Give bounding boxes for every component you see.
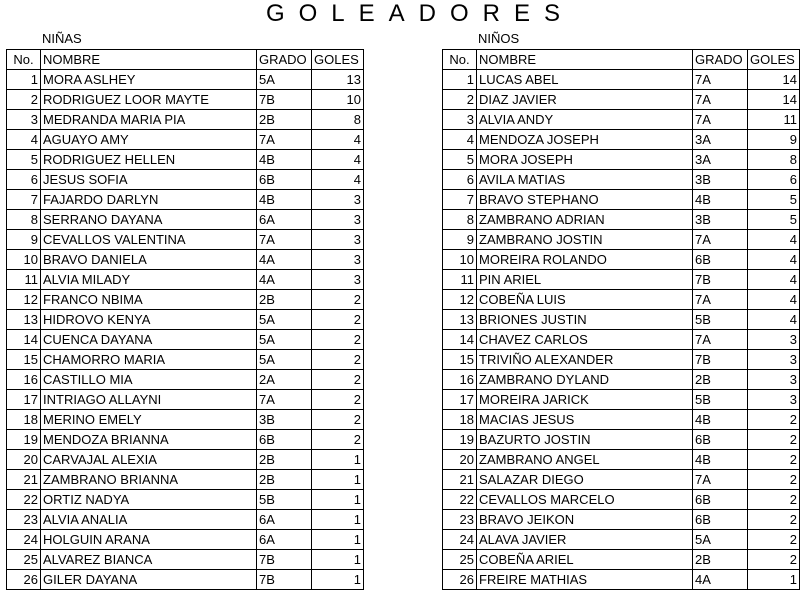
column-header-name: NOMBRE	[41, 50, 257, 70]
boys-table	[442, 49, 800, 590]
player-goals: 1	[312, 530, 364, 550]
table-row	[7, 550, 364, 570]
player-goals: 4	[748, 310, 800, 330]
player-grade: 7B	[693, 350, 748, 370]
player-name: BRIONES JUSTIN	[477, 310, 693, 330]
player-goals: 6	[748, 170, 800, 190]
player-name: CHAVEZ CARLOS	[477, 330, 693, 350]
table-row	[443, 390, 800, 410]
player-grade: 4A	[257, 250, 312, 270]
table-row	[443, 550, 800, 570]
row-number: 6	[443, 170, 477, 190]
player-goals: 3	[748, 390, 800, 410]
player-name: BRAVO STEPHANO	[477, 190, 693, 210]
player-name: ORTIZ NADYA	[41, 490, 257, 510]
player-goals: 14	[748, 70, 800, 90]
row-number: 8	[443, 210, 477, 230]
row-number: 24	[7, 530, 41, 550]
player-grade: 6B	[693, 490, 748, 510]
row-number: 7	[443, 190, 477, 210]
row-number: 17	[7, 390, 41, 410]
table-row	[7, 250, 364, 270]
player-goals: 13	[312, 70, 364, 90]
column-header-grade: GRADO	[257, 50, 312, 70]
player-name: ZAMBRANO JOSTIN	[477, 230, 693, 250]
row-number: 9	[7, 230, 41, 250]
player-goals: 3	[312, 270, 364, 290]
player-grade: 4B	[693, 450, 748, 470]
row-number: 10	[443, 250, 477, 270]
table-row	[443, 450, 800, 470]
table-row	[443, 250, 800, 270]
player-name: FRANCO NBIMA	[41, 290, 257, 310]
player-grade: 6A	[257, 210, 312, 230]
player-goals: 3	[312, 250, 364, 270]
row-number: 8	[7, 210, 41, 230]
player-grade: 4B	[693, 410, 748, 430]
player-goals: 3	[312, 190, 364, 210]
player-goals: 5	[748, 210, 800, 230]
row-number: 22	[443, 490, 477, 510]
girls-section-label: NIÑAS	[42, 31, 82, 46]
table-row	[443, 130, 800, 150]
player-name: ZAMBRANO ADRIAN	[477, 210, 693, 230]
row-number: 7	[7, 190, 41, 210]
row-number: 19	[7, 430, 41, 450]
player-name: RODRIGUEZ HELLEN	[41, 150, 257, 170]
player-goals: 2	[312, 290, 364, 310]
table-row	[7, 370, 364, 390]
row-number: 2	[443, 90, 477, 110]
player-goals: 4	[312, 150, 364, 170]
player-goals: 2	[312, 390, 364, 410]
table-row	[7, 290, 364, 310]
player-name: MENDOZA JOSEPH	[477, 130, 693, 150]
table-row	[7, 430, 364, 450]
player-name: ZAMBRANO DYLAND	[477, 370, 693, 390]
row-number: 21	[7, 470, 41, 490]
player-goals: 8	[312, 110, 364, 130]
row-number: 19	[443, 430, 477, 450]
player-name: HIDROVO KENYA	[41, 310, 257, 330]
table-row	[443, 470, 800, 490]
player-grade: 6B	[257, 170, 312, 190]
player-name: RODRIGUEZ LOOR MAYTE	[41, 90, 257, 110]
table-row	[7, 450, 364, 470]
player-goals: 2	[748, 530, 800, 550]
player-goals: 2	[312, 350, 364, 370]
player-goals: 4	[748, 270, 800, 290]
row-number: 12	[7, 290, 41, 310]
column-header-number: No.	[443, 50, 477, 70]
row-number: 10	[7, 250, 41, 270]
player-grade: 7A	[693, 330, 748, 350]
player-goals: 2	[748, 510, 800, 530]
table-row	[443, 370, 800, 390]
table-row	[443, 170, 800, 190]
player-grade: 7A	[693, 230, 748, 250]
player-name: BAZURTO JOSTIN	[477, 430, 693, 450]
player-goals: 4	[748, 290, 800, 310]
player-goals: 1	[312, 510, 364, 530]
row-number: 2	[7, 90, 41, 110]
row-number: 14	[443, 330, 477, 350]
player-grade: 2B	[257, 110, 312, 130]
row-number: 1	[7, 70, 41, 90]
table-row	[7, 330, 364, 350]
player-name: TRIVIÑO ALEXANDER	[477, 350, 693, 370]
player-grade: 4A	[693, 570, 748, 590]
player-grade: 5A	[257, 310, 312, 330]
player-grade: 7B	[257, 550, 312, 570]
table-row	[7, 110, 364, 130]
row-number: 26	[443, 570, 477, 590]
player-grade: 6A	[257, 510, 312, 530]
player-goals: 2	[748, 450, 800, 470]
boys-section-label: NIÑOS	[478, 31, 520, 46]
player-goals: 2	[312, 310, 364, 330]
girls-table-body	[7, 50, 364, 590]
player-grade: 7A	[257, 130, 312, 150]
player-name: CARVAJAL ALEXIA	[41, 450, 257, 470]
player-name: PIN ARIEL	[477, 270, 693, 290]
player-name: MACIAS JESUS	[477, 410, 693, 430]
player-grade: 7B	[693, 270, 748, 290]
table-row	[7, 190, 364, 210]
column-header-goals: GOLES	[312, 50, 364, 70]
player-goals: 1	[748, 570, 800, 590]
row-number: 18	[7, 410, 41, 430]
player-name: ALVIA ANALIA	[41, 510, 257, 530]
player-grade: 4B	[693, 190, 748, 210]
row-number: 20	[7, 450, 41, 470]
table-row	[7, 270, 364, 290]
player-goals: 3	[748, 370, 800, 390]
player-grade: 5B	[693, 310, 748, 330]
row-number: 12	[443, 290, 477, 310]
player-grade: 3B	[693, 210, 748, 230]
player-name: CUENCA DAYANA	[41, 330, 257, 350]
row-number: 1	[443, 70, 477, 90]
player-name: ALVAREZ BIANCA	[41, 550, 257, 570]
player-goals: 1	[312, 450, 364, 470]
player-grade: 5B	[257, 490, 312, 510]
player-name: CEVALLOS VALENTINA	[41, 230, 257, 250]
row-number: 24	[443, 530, 477, 550]
player-name: JESUS SOFIA	[41, 170, 257, 190]
player-grade: 3B	[257, 410, 312, 430]
player-name: INTRIAGO ALLAYNI	[41, 390, 257, 410]
table-row	[443, 230, 800, 250]
player-grade: 7A	[257, 390, 312, 410]
player-goals: 2	[748, 470, 800, 490]
table-row	[443, 210, 800, 230]
table-row	[443, 410, 800, 430]
player-goals: 2	[748, 410, 800, 430]
player-goals: 4	[312, 170, 364, 190]
player-name: FAJARDO DARLYN	[41, 190, 257, 210]
player-grade: 2B	[693, 550, 748, 570]
player-goals: 4	[748, 230, 800, 250]
player-name: HOLGUIN ARANA	[41, 530, 257, 550]
player-grade: 2B	[257, 290, 312, 310]
player-name: SALAZAR DIEGO	[477, 470, 693, 490]
player-name: MORA JOSEPH	[477, 150, 693, 170]
row-number: 11	[443, 270, 477, 290]
player-grade: 2B	[257, 470, 312, 490]
row-number: 22	[7, 490, 41, 510]
table-row	[443, 190, 800, 210]
table-row	[443, 90, 800, 110]
player-name: LUCAS ABEL	[477, 70, 693, 90]
player-name: CASTILLO MIA	[41, 370, 257, 390]
row-number: 11	[7, 270, 41, 290]
player-grade: 5A	[257, 70, 312, 90]
table-row	[443, 530, 800, 550]
table-row	[443, 290, 800, 310]
player-grade: 4A	[257, 270, 312, 290]
player-name: MORA ASLHEY	[41, 70, 257, 90]
row-number: 18	[443, 410, 477, 430]
row-number: 15	[443, 350, 477, 370]
table-row	[7, 170, 364, 190]
player-name: ZAMBRANO BRIANNA	[41, 470, 257, 490]
player-goals: 2	[312, 430, 364, 450]
player-name: AVILA MATIAS	[477, 170, 693, 190]
table-row	[7, 130, 364, 150]
player-goals: 2	[312, 370, 364, 390]
player-grade: 7A	[257, 230, 312, 250]
table-row	[443, 570, 800, 590]
player-name: MEDRANDA MARIA PIA	[41, 110, 257, 130]
player-grade: 3B	[693, 170, 748, 190]
player-grade: 6B	[693, 250, 748, 270]
player-goals: 4	[312, 130, 364, 150]
table-row	[443, 510, 800, 530]
player-name: AGUAYO AMY	[41, 130, 257, 150]
player-grade: 5A	[257, 350, 312, 370]
player-name: ALVIA ANDY	[477, 110, 693, 130]
row-number: 5	[443, 150, 477, 170]
table-row	[443, 70, 800, 90]
row-number: 13	[7, 310, 41, 330]
table-row	[7, 150, 364, 170]
row-number: 23	[443, 510, 477, 530]
player-grade: 7A	[693, 290, 748, 310]
player-goals: 2	[748, 550, 800, 570]
row-number: 4	[7, 130, 41, 150]
player-grade: 5B	[693, 390, 748, 410]
girls-header-row	[7, 50, 364, 70]
row-number: 13	[443, 310, 477, 330]
table-row	[7, 90, 364, 110]
player-name: ZAMBRANO ANGEL	[477, 450, 693, 470]
player-goals: 1	[312, 550, 364, 570]
player-name: ALVIA MILADY	[41, 270, 257, 290]
row-number: 26	[7, 570, 41, 590]
row-number: 16	[443, 370, 477, 390]
player-name: MOREIRA ROLANDO	[477, 250, 693, 270]
player-goals: 3	[312, 210, 364, 230]
player-grade: 4B	[257, 150, 312, 170]
table-row	[7, 350, 364, 370]
table-row	[443, 490, 800, 510]
player-goals: 1	[312, 570, 364, 590]
player-name: COBEÑA LUIS	[477, 290, 693, 310]
player-name: MENDOZA BRIANNA	[41, 430, 257, 450]
player-goals: 1	[312, 490, 364, 510]
table-row	[7, 570, 364, 590]
player-grade: 7A	[693, 70, 748, 90]
row-number: 3	[7, 110, 41, 130]
player-grade: 4B	[257, 190, 312, 210]
row-number: 5	[7, 150, 41, 170]
table-row	[7, 310, 364, 330]
table-row	[443, 430, 800, 450]
table-row	[443, 150, 800, 170]
player-grade: 5A	[693, 530, 748, 550]
row-number: 23	[7, 510, 41, 530]
player-goals: 2	[312, 410, 364, 430]
player-grade: 2B	[693, 370, 748, 390]
table-row	[7, 230, 364, 250]
table-row	[443, 270, 800, 290]
player-name: GILER DAYANA	[41, 570, 257, 590]
row-number: 6	[7, 170, 41, 190]
player-grade: 2B	[257, 450, 312, 470]
row-number: 25	[7, 550, 41, 570]
player-goals: 1	[312, 470, 364, 490]
player-goals: 4	[748, 250, 800, 270]
table-row	[7, 490, 364, 510]
boys-header-row	[443, 50, 800, 70]
row-number: 15	[7, 350, 41, 370]
boys-table-body	[443, 50, 800, 590]
column-header-name: NOMBRE	[477, 50, 693, 70]
player-grade: 7B	[257, 90, 312, 110]
player-grade: 6B	[693, 430, 748, 450]
table-row	[443, 330, 800, 350]
column-header-number: No.	[7, 50, 41, 70]
player-name: COBEÑA ARIEL	[477, 550, 693, 570]
table-row	[443, 110, 800, 130]
row-number: 3	[443, 110, 477, 130]
player-name: ALAVA JAVIER	[477, 530, 693, 550]
column-header-goals: GOLES	[748, 50, 800, 70]
player-grade: 7A	[693, 110, 748, 130]
row-number: 25	[443, 550, 477, 570]
row-number: 20	[443, 450, 477, 470]
row-number: 9	[443, 230, 477, 250]
player-grade: 6B	[693, 510, 748, 530]
player-grade: 7B	[257, 570, 312, 590]
player-name: BRAVO JEIKON	[477, 510, 693, 530]
player-name: CEVALLOS MARCELO	[477, 490, 693, 510]
girls-table	[6, 49, 364, 590]
column-header-grade: GRADO	[693, 50, 748, 70]
row-number: 17	[443, 390, 477, 410]
player-name: FREIRE MATHIAS	[477, 570, 693, 590]
player-name: SERRANO DAYANA	[41, 210, 257, 230]
table-row	[7, 530, 364, 550]
player-grade: 6A	[257, 530, 312, 550]
player-goals: 2	[312, 330, 364, 350]
player-goals: 2	[748, 490, 800, 510]
player-grade: 7A	[693, 470, 748, 490]
player-grade: 3A	[693, 150, 748, 170]
table-row	[7, 390, 364, 410]
player-goals: 9	[748, 130, 800, 150]
player-grade: 5A	[257, 330, 312, 350]
player-goals: 14	[748, 90, 800, 110]
player-goals: 10	[312, 90, 364, 110]
page-title: GOLEADORES	[265, 0, 575, 27]
player-grade: 6B	[257, 430, 312, 450]
table-row	[443, 310, 800, 330]
player-goals: 2	[748, 430, 800, 450]
player-goals: 3	[748, 350, 800, 370]
row-number: 21	[443, 470, 477, 490]
player-grade: 3A	[693, 130, 748, 150]
player-name: MOREIRA JARICK	[477, 390, 693, 410]
row-number: 14	[7, 330, 41, 350]
row-number: 4	[443, 130, 477, 150]
player-name: BRAVO DANIELA	[41, 250, 257, 270]
player-grade: 7A	[693, 90, 748, 110]
player-grade: 2A	[257, 370, 312, 390]
player-name: CHAMORRO MARIA	[41, 350, 257, 370]
table-row	[7, 410, 364, 430]
player-goals: 11	[748, 110, 800, 130]
player-goals: 3	[748, 330, 800, 350]
row-number: 16	[7, 370, 41, 390]
player-goals: 8	[748, 150, 800, 170]
table-row	[7, 70, 364, 90]
table-row	[7, 210, 364, 230]
player-goals: 3	[312, 230, 364, 250]
table-row	[7, 470, 364, 490]
player-name: MERINO EMELY	[41, 410, 257, 430]
table-row	[443, 350, 800, 370]
table-row	[7, 510, 364, 530]
player-name: DIAZ JAVIER	[477, 90, 693, 110]
player-goals: 5	[748, 190, 800, 210]
